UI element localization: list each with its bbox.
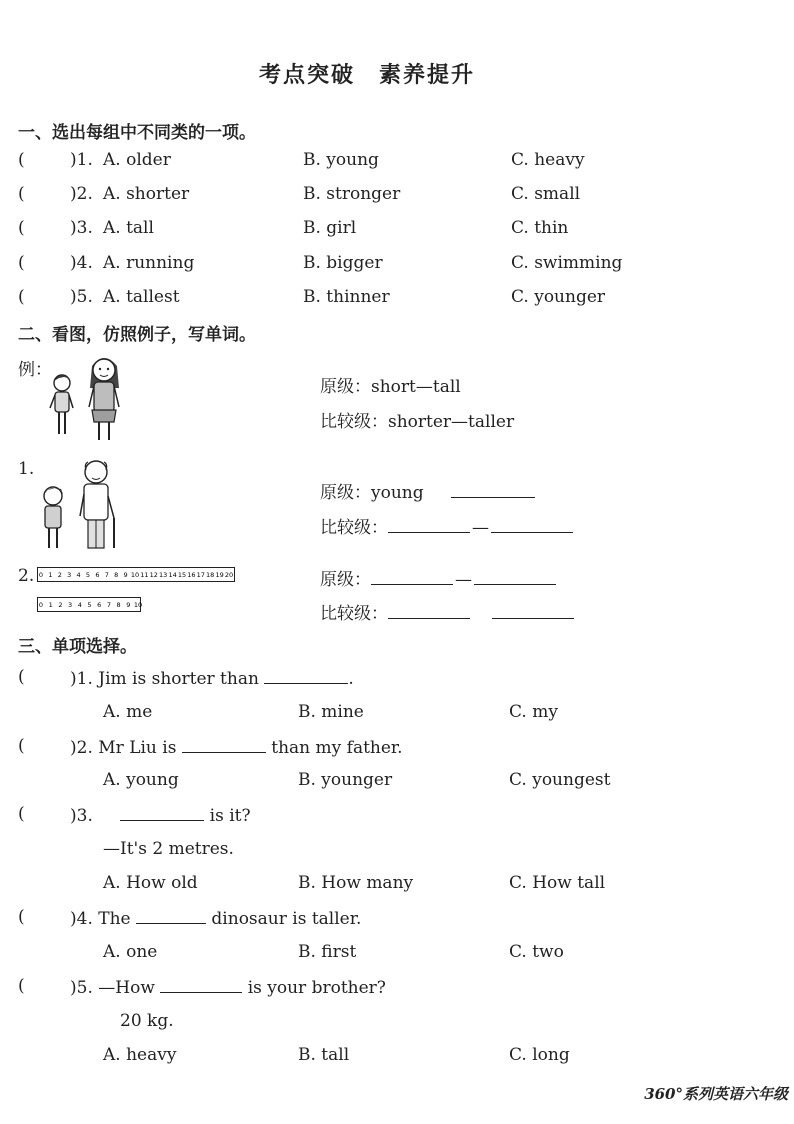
s3-q3-stem-end: is it? (209, 806, 251, 826)
series-footer: 360°系列英语六年级 (644, 1085, 788, 1103)
s1-q5-num: )5. (70, 287, 93, 307)
s2-item2-comparative-blank-2[interactable] (492, 602, 574, 619)
s3-q1-option-a: A. me (103, 702, 153, 722)
s3-q4-option-b: B. first (298, 942, 357, 962)
example-positive-forms: 原级：short—tall (320, 377, 461, 397)
long-ruler-number-3: 3 (67, 571, 72, 579)
page-title: 考点突破 素养提升 (258, 62, 475, 88)
s2-item2-comparative-label: 比较级： (320, 604, 388, 624)
long-ruler-number-20: 20 (224, 571, 234, 579)
long-ruler-number-9: 9 (123, 571, 128, 579)
example-label: 例： (18, 360, 52, 380)
long-ruler-number-19: 19 (215, 571, 224, 579)
short-ruler-number-5: 5 (87, 601, 92, 609)
s2-item1-dash: — (472, 518, 489, 538)
s3-q3-stem-start: )3. (70, 806, 93, 826)
s1-q4-paren: ( (18, 253, 25, 273)
short-ruler-number-0: 0 (38, 601, 44, 609)
s2-item1-positive-line (320, 478, 535, 503)
s3-q2-stem-start: )2. Mr Liu is (70, 738, 177, 758)
s1-q3-option-b: B. girl (303, 218, 357, 238)
s3-q4-stem-end: dinosaur is taller. (211, 909, 362, 929)
s3-q5-option-c: C. long (509, 1045, 570, 1065)
s3-q1-stem-start: )1. Jim is shorter than (70, 669, 259, 689)
s2-item2-comparative-line (320, 599, 574, 624)
s3-q3-blank[interactable] (120, 804, 204, 821)
s1-q5-option-a: A. tallest (103, 287, 180, 307)
long-ruler-number-13: 13 (159, 571, 168, 579)
s3-q2-option-c: C. youngest (509, 770, 611, 790)
short-ruler-number-1: 1 (48, 601, 53, 609)
s3-q2-stem-end: than my father. (271, 738, 403, 758)
s3-q3-answer-line: —It's 2 metres. (103, 839, 234, 859)
s1-q3-option-a: A. tall (103, 218, 154, 238)
s3-q1-option-b: B. mine (298, 702, 364, 722)
s3-q4-option-c: C. two (509, 942, 564, 962)
s1-q1-option-b: B. young (303, 150, 379, 170)
long-ruler-number-6: 6 (95, 571, 100, 579)
short-ruler-number-10: 10 (133, 601, 143, 609)
long-ruler-number-15: 15 (177, 571, 187, 579)
s1-q4-option-b: B. bigger (303, 253, 383, 273)
s1-q2-num: )2. (70, 184, 93, 204)
s3-q3-option-c: C. How tall (509, 873, 606, 893)
s2-item1-comparative-blank-1[interactable] (388, 516, 470, 533)
s1-q1-option-c: C. heavy (511, 150, 585, 170)
long-ruler-number-7: 7 (104, 571, 109, 579)
s3-q5-stem (70, 976, 386, 998)
s3-q1-paren: ( (18, 667, 25, 687)
short-ruler (38, 598, 143, 612)
s1-q4-num: )4. (70, 253, 93, 273)
s3-q2-paren: ( (18, 736, 25, 756)
s1-q2-paren: ( (18, 184, 25, 204)
s3-q5-stem-end: is your brother? (247, 978, 386, 998)
s3-q1-option-c: C. my (509, 702, 558, 722)
s1-q2-option-b: B. stronger (303, 184, 401, 204)
short-ruler-number-2: 2 (58, 601, 63, 609)
s2-item2-positive-line (320, 565, 556, 590)
s2-item2-dash: — (455, 570, 472, 590)
s1-q1-option-a: A. older (103, 150, 171, 170)
s1-q2-option-c: C. small (511, 184, 581, 204)
s2-item1-positive-text: 原级：young (320, 483, 424, 503)
s3-q3-option-b: B. How many (298, 873, 414, 893)
s1-q5-paren: ( (18, 287, 25, 307)
s3-q2-option-a: A. young (103, 770, 179, 790)
s3-q4-paren: ( (18, 907, 25, 927)
long-short-rulers-illustration (37, 566, 237, 616)
example-comparative-forms: 比较级：shorter—taller (320, 412, 515, 432)
long-ruler-number-16: 16 (187, 571, 196, 579)
short-ruler-number-7: 7 (106, 601, 111, 609)
s3-q5-answer-line: 20 kg. (120, 1011, 174, 1031)
long-ruler-number-4: 4 (76, 571, 81, 579)
long-ruler-number-17: 17 (196, 571, 205, 579)
s3-q2-option-b: B. younger (298, 770, 393, 790)
s3-q3-stem (70, 804, 251, 826)
section1-heading: 一、选出每组中不同类的一项。 (18, 123, 256, 143)
s3-q1-blank[interactable] (264, 667, 348, 684)
s2-item1-comparative-label: 比较级： (320, 518, 388, 538)
s3-q5-option-a: A. heavy (103, 1045, 177, 1065)
s3-q2-blank[interactable] (182, 736, 266, 753)
section2-heading: 二、看图，仿照例子，写单词。 (18, 325, 256, 345)
s3-q3-paren: ( (18, 804, 25, 824)
young-boy-old-man-illustration (36, 456, 126, 552)
long-ruler-number-11: 11 (140, 571, 149, 579)
s2-item2-positive-blank-1[interactable] (371, 568, 453, 585)
section3-heading: 三、单项选择。 (18, 637, 137, 657)
long-ruler-number-12: 12 (149, 571, 158, 579)
long-ruler-number-0: 0 (38, 571, 44, 579)
long-ruler-number-5: 5 (85, 571, 91, 579)
s3-q2-stem (70, 736, 403, 758)
s1-q3-option-c: C. thin (511, 218, 569, 238)
s3-q5-stem-start: )5. —How (70, 978, 155, 998)
s2-item2-positive-blank-2[interactable] (474, 568, 556, 585)
s3-q4-option-a: A. one (103, 942, 158, 962)
s3-q4-stem (70, 907, 361, 929)
s1-q5-option-c: C. younger (511, 287, 606, 307)
short-ruler-number-3: 3 (68, 601, 73, 609)
s2-item1-comparative-blank-2[interactable] (491, 516, 573, 533)
s2-item1-number: 1. (18, 459, 35, 479)
long-ruler-number-10: 10 (130, 571, 140, 579)
short-ruler-number-4: 4 (77, 601, 82, 609)
s2-item1-positive-blank[interactable] (451, 481, 535, 498)
long-ruler-number-8: 8 (114, 571, 119, 579)
s1-q5-option-b: B. thinner (303, 287, 390, 307)
s3-q5-paren: ( (18, 976, 25, 996)
s3-q4-blank[interactable] (136, 907, 206, 924)
short-ruler-number-6: 6 (97, 601, 102, 609)
long-ruler (38, 568, 235, 582)
s2-item2-number: 2. (18, 566, 35, 586)
s2-item2-comparative-blank-1[interactable] (388, 602, 470, 619)
long-ruler-number-14: 14 (168, 571, 177, 579)
s3-q1-stem-end: . (348, 669, 354, 689)
long-ruler-number-2: 2 (57, 571, 62, 579)
s1-q2-option-a: A. shorter (103, 184, 190, 204)
s1-q3-num: )3. (70, 218, 93, 238)
s1-q4-option-c: C. swimming (511, 253, 623, 273)
short-ruler-number-8: 8 (116, 601, 121, 609)
short-ruler-number-9: 9 (126, 601, 131, 609)
s1-q1-num: )1. (70, 150, 93, 170)
long-ruler-number-18: 18 (206, 571, 215, 579)
s3-q5-blank[interactable] (160, 976, 242, 993)
example-boy-girl-illustration (44, 352, 134, 444)
s3-q4-stem-start: )4. The (70, 909, 131, 929)
s3-q1-stem (70, 667, 354, 689)
s1-q3-paren: ( (18, 218, 25, 238)
s3-q3-option-a: A. How old (103, 873, 198, 893)
s2-item1-comparative-line (320, 513, 573, 538)
long-ruler-number-1: 1 (48, 571, 53, 579)
s1-q1-paren: ( (18, 150, 25, 170)
s2-item2-positive-label: 原级： (320, 570, 371, 590)
s3-q5-option-b: B. tall (298, 1045, 350, 1065)
s1-q4-option-a: A. running (103, 253, 195, 273)
